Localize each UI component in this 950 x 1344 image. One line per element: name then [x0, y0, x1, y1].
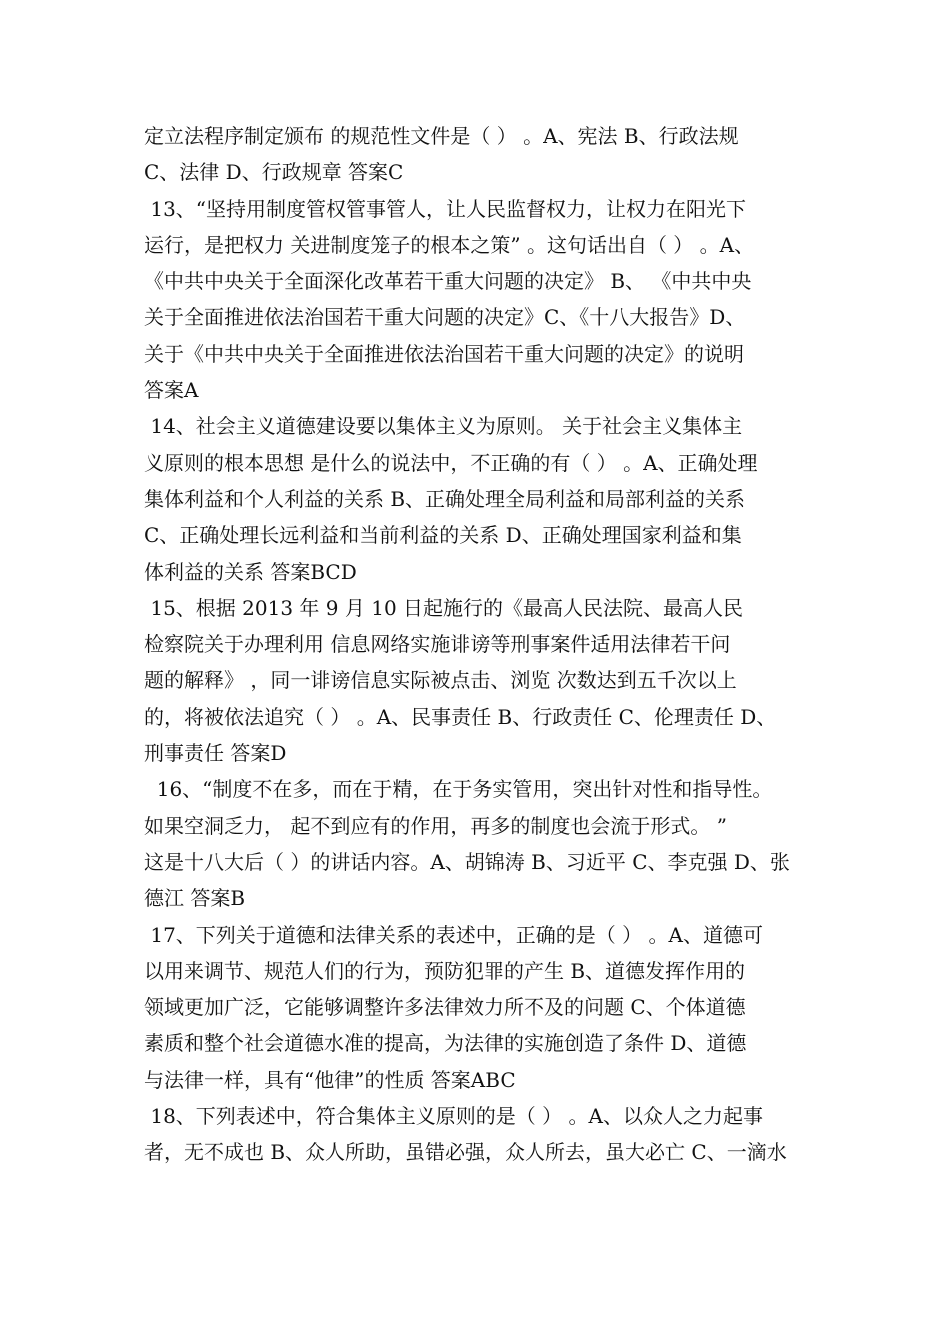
text-line: 的，将被依法追究（ ） 。A、民事责任 B、行政责任 C、伦理责任 D、: [144, 704, 777, 729]
text-line: 定立法程序制定颁布 的规范性文件是（ ） 。A、宪法 B、行政法规: [144, 124, 739, 148]
text-line: C、正确处理长远利益和当前利益的关系 D、正确处理国家利益和集: [144, 523, 742, 548]
text-line: 德江 答案B: [144, 886, 246, 911]
text-line: C、法律 D、行政规章 答案C: [144, 160, 404, 185]
text-line: 与法律一样，具有“他律”的性质 答案ABC: [144, 1067, 516, 1092]
text-line: 者，无不成也 B、众人所助，虽错必强，众人所去，虽大必亡 C、一滴水: [144, 1140, 787, 1165]
text-line: 《中共中央关于全面深化改革若干重大问题的决定》 B、 《中共中央: [144, 269, 752, 294]
text-line: 17、下列关于道德和法律关系的表述中，正确的是（ ） 。A、道德可: [144, 922, 763, 947]
text-line: 刑事责任 答案D: [144, 741, 287, 766]
text-line: 领域更加广泛，它能够调整许多法律效力所不及的问题 C、个体道德: [144, 995, 746, 1020]
text-line: 集体利益和个人利益的关系 B、正确处理全局利益和局部利益的关系: [144, 486, 746, 511]
text-line: 15、根据 2013 年 9 月 10 日起施行的《最高人民法院、最高人民: [144, 595, 744, 620]
text-line: 18、下列表述中，符合集体主义原则的是（ ） 。A、以众人之力起事: [144, 1104, 763, 1129]
text-line: 题的解释》 ，同一诽谤信息实际被点击、浏览 次数达到五千次以上: [144, 668, 737, 693]
text-line: 关于《中共中央关于全面推进依法治国若干重大问题的决定》的说明: [144, 341, 744, 366]
text-line: 以用来调节、规范人们的行为，预防犯罪的产生 B、道德发挥作用的: [144, 958, 746, 983]
text-line: 13、“坚持用制度管权管事管人，让人民监督权力，让权力在阳光下: [144, 196, 747, 221]
text-line: 素质和整个社会道德水准的提高，为法律的实施创造了条件 D、道德: [144, 1031, 747, 1056]
text-line: 16、“制度不在多，而在于精，在于务实管用，突出针对性和指导性。: [144, 777, 773, 802]
question-text-block: [144, 118, 824, 1171]
text-line: 关于全面推进依法治国若干重大问题的决定》C、《十八大报告》D、: [144, 305, 746, 330]
text-line: 运行，是把权力 关进制度笼子的根本之策” 。这句话出自（ ） 。A、: [144, 232, 755, 257]
text-line: 这是十八大后（ ）的讲话内容。A、胡锦涛 B、习近平 C、李克强 D、张: [144, 849, 790, 874]
text-line: 14、社会主义道德建设要以集体主义为原则。 关于社会主义集体主: [144, 414, 743, 439]
text-line: 答案A: [144, 378, 199, 403]
text-line: 体利益的关系 答案BCD: [144, 559, 357, 584]
text-line: 义原则的根本思想 是什么的说法中，不正确的有（ ） 。A、正确处理: [144, 450, 758, 475]
text-line: 检察院关于办理利用 信息网络实施诽谤等刑事案件适用法律若干问: [144, 632, 731, 657]
text-line: 如果空洞乏力， 起不到应有的作用，再多的制度也会流于形式。 ”: [144, 813, 727, 838]
